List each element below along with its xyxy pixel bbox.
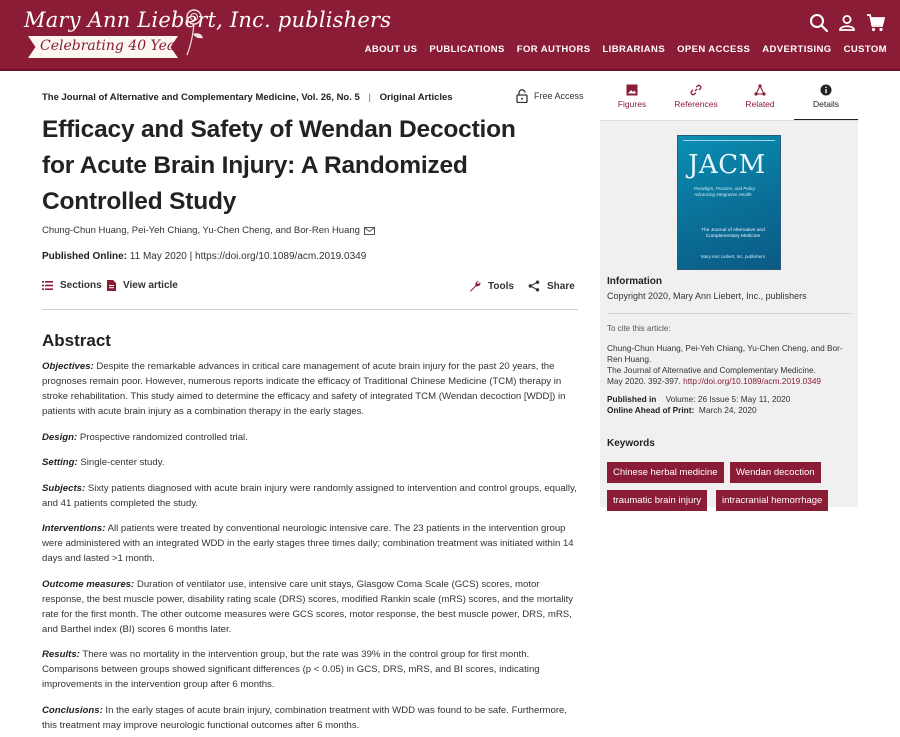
meta-separator: | [368,92,371,103]
details-panel [600,121,858,507]
keyword-tag[interactable]: Chinese herbal medicine [607,462,724,483]
network-icon [754,83,766,97]
tab-label: Related [745,99,775,109]
abstract-text: Prospective randomized controlled trial. [77,431,248,443]
abstract-setting [42,455,578,470]
abstract-label: Objectives: [42,361,94,372]
online-ahead-row [607,405,790,416]
cover-journal-name: The Journal of Alternative and Complementary Medicine [701,228,765,239]
sections-button[interactable] [42,280,102,291]
abstract-text: There was no mortality in the intervention group, but the rate was 39% in the control group for first month. Comparisons between groups showed significant differences (p < 0.05) in GCS, DRS, mRS, and BI scores, indicating improvements in the intervention group after 6 months. [42,649,540,690]
tab-label: Details [813,99,839,109]
info-icon [820,83,832,97]
image-icon [626,83,638,97]
keyword-tag[interactable]: traumatic brain injury [607,490,707,511]
logo-anniversary-text: Celebrating 40 Years [40,38,190,54]
published-in-row [607,394,790,405]
journal-cover[interactable] [677,135,781,270]
published-label: Published Online: [42,251,128,262]
published-value[interactable]: 11 May 2020 | https://doi.org/10.1089/acm.2019.0349 [129,251,367,262]
share-label: Share [547,280,575,292]
document-icon [107,280,116,291]
nav-for-authors[interactable]: FOR AUTHORS [516,44,591,55]
sections-label: Sections [60,280,102,291]
citation-text [607,343,853,387]
abstract-label: Outcome measures: [42,578,135,590]
abstract-label: Conclusions: [42,704,103,716]
abstract-objectives [42,359,578,419]
journal-meta [42,92,453,103]
tab-label: Figures [617,99,647,109]
share-button[interactable] [528,280,575,292]
nav-advertising[interactable]: ADVERTISING [762,44,832,55]
abstract-text: All patients were treated by conventional neurologic intensive care. The 23 patients in the intervention group were administered with an integrated WDD in the early stages three times daily; combination treatment was initiated within 14 days and lasted >1 month. [42,523,574,564]
abstract-label: Design: [42,431,78,443]
unlock-icon [516,89,528,103]
abstract-heading: Abstract [42,331,111,350]
tab-figures[interactable] [600,83,664,121]
toolbar-divider [42,309,578,310]
cover-subtitle: Paradigm, Practice, and Policy Advancing Integrative Health [694,186,756,197]
abstract-text: Sixty patients diagnosed with acute brain injury were randomly assigned to intervention and control groups, equally, and 41 patients completed the study. [42,482,577,509]
published-online [42,251,366,262]
abstract-text: Duration of ventilator use, intensive care unit stays, Glasgow Coma Scale (GCS) scores, motor response, the best muscle power, disability rating scale (DRS) scores, modified Rankin scale (mRS) scores, and the mortality rate for the first month. The other outcome measures were GCS scores, motor response, the best muscle power, DRS, mRS, and Barthel index (BI) scores 6 months later. [42,578,574,635]
main-nav [359,44,893,55]
link-icon [690,83,702,97]
cart-icon[interactable] [866,13,886,33]
online-ahead-value: March 24, 2020 [698,404,757,415]
panel-divider [607,313,851,314]
abstract-design [42,430,578,445]
abstract-label: Results: [42,649,80,660]
abstract-outcome-measures [42,577,578,637]
abstract-text: In the early stages of acute brain injury, combination treatment with WDD was found to be safe. Furthermore, this treatment may improve neurologic functional outcomes after 6 months. [42,704,568,731]
published-in-label: Published in [607,394,657,404]
tools-button[interactable] [469,280,514,292]
abstract-body [42,359,578,737]
authors-text[interactable]: Chung-Chun Huang, Pei-Yeh Chiang, Yu-Chen Cheng, and Bor-Ren Huang [42,225,360,236]
tab-label: References [674,99,718,109]
free-access-badge [516,89,584,103]
nav-custom[interactable]: CUSTOM [843,44,887,55]
copyright-text: Copyright 2020, Mary Ann Liebert, Inc., publishers [607,291,807,301]
keywords-heading: Keywords [607,438,655,449]
nav-about-us[interactable]: ABOUT US [364,44,418,55]
article-section: Original Articles [379,92,453,103]
cover-rule [683,140,775,143]
cite-journal: The Journal of Alternative and Complementary Medicine. [607,365,816,375]
nav-publications[interactable]: PUBLICATIONS [429,44,505,55]
list-icon [42,281,53,290]
abstract-text: Single-center study. [77,457,165,468]
abstract-text: Despite the remarkable advances in critical care management of acute brain injury for the past 20 years, the prognoses remain poor. However, numerous reports indicate the efficacy of Traditional Chinese Medicine (TCM) therapy in stroke rehabilitation. This study aimed to determine the efficacy and safety of integrated TCM (Wendan decoction [WDD]) in patients with acute brain injury as a combination therapy in the early stages. [42,361,566,417]
free-access-label: Free Access [534,91,584,101]
keyword-tag[interactable]: intracranial hemorrhage [716,490,828,511]
cover-publisher: Mary Ann Liebert, Inc. publishers [701,254,765,259]
tools-label: Tools [488,280,514,292]
abstract-label: Subjects: [42,482,86,494]
abstract-label: Setting: [42,457,78,468]
search-icon[interactable] [809,13,829,33]
site-header [0,0,900,71]
tab-related[interactable] [728,83,792,121]
abstract-subjects [42,481,578,511]
tab-details[interactable] [794,83,858,121]
sidebar-tabs [600,83,858,121]
keyword-tag[interactable]: Wendan decoction [730,462,821,483]
cite-pages-line [607,376,853,387]
email-icon[interactable] [364,227,375,235]
article-title: Efficacy and Safety of Wendan Decoction for Acute Brain Injury: A Randomized Controlled Study [42,116,516,215]
journal-name[interactable]: The Journal of Alternative and Complementary Medicine, [42,92,299,103]
logo-text[interactable]: Mary Ann Liebert, Inc. publishers [24,8,392,32]
online-ahead-label: Online Ahead of Print: [607,404,695,415]
author-list [42,225,375,236]
nav-open-access[interactable]: OPEN ACCESS [677,44,751,55]
tab-references[interactable] [664,83,728,121]
wrench-icon [469,280,481,292]
view-article-button[interactable] [107,280,178,291]
cover-title: JACM [688,150,766,180]
abstract-conclusions [42,703,578,733]
abstract-results [42,647,578,692]
information-heading: Information [607,276,662,287]
article-toolbar [42,280,578,300]
published-in-value[interactable]: Volume: 26 Issue 5: May 11, 2020 [665,394,791,404]
publication-history [607,394,790,415]
abstract-label: Interventions: [42,523,106,534]
abstract-interventions [42,521,578,566]
user-icon[interactable] [837,13,857,33]
view-article-label: View article [123,280,178,291]
cite-doi-link[interactable]: http://doi.org/10.1089/acm.2019.0349 [683,376,822,386]
cite-heading: To cite this article: [607,324,671,333]
share-icon [528,280,540,292]
cite-authors: Chung-Chun Huang, Pei-Yeh Chiang, Yu-Chen Cheng, and Bor-Ren Huang. [607,343,843,364]
nav-librarians[interactable]: LIBRARIANS [602,44,666,55]
journal-volume[interactable]: Vol. 26, No. 5 [301,92,360,103]
cite-pages: May 2020. 392-397. [607,376,681,386]
